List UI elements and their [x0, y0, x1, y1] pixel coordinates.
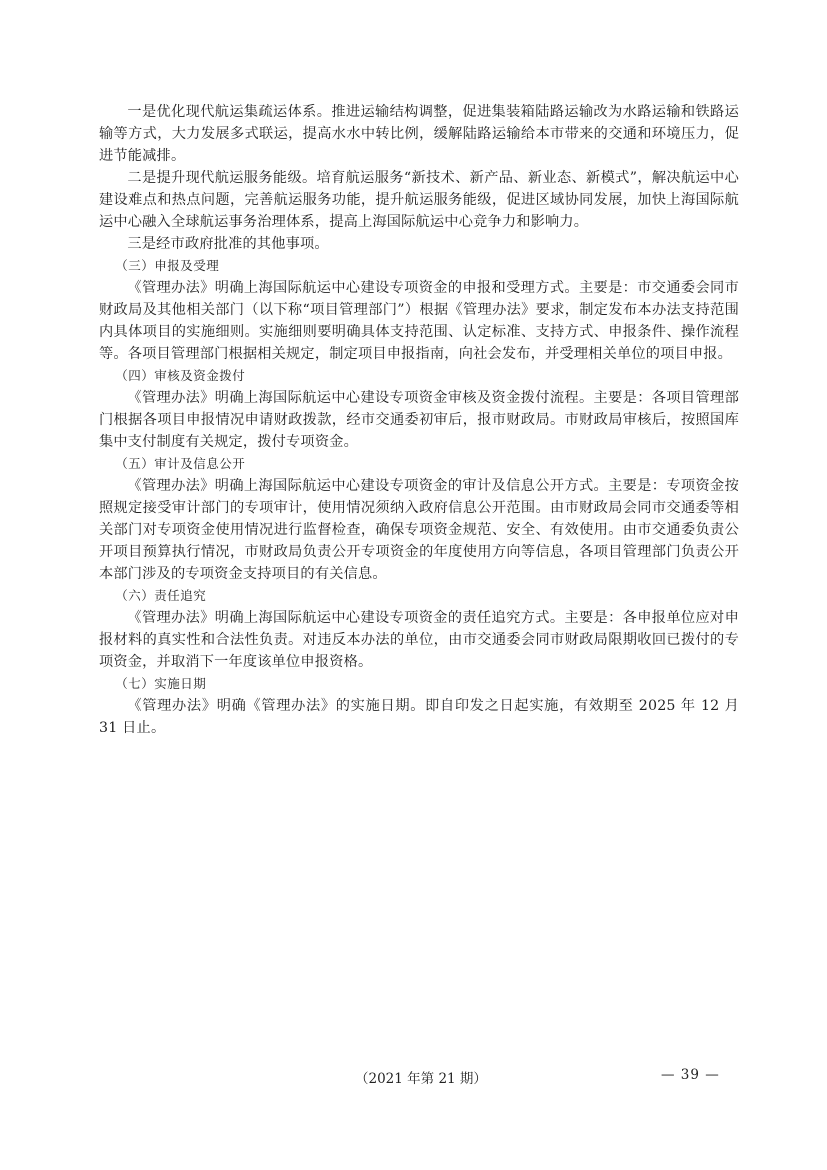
section-heading-application: （三）申报及受理	[115, 258, 220, 273]
paragraph-upgrade-services: 二是提升现代航运服务能级。培育航运服务“新技术、新产品、新业态、新模式”，解决航运中心建设难点和热点问题，完善航运服务功能，提升航运服务能级，促进区域协同发展，加快上海国际航运中心融入全球航运事务治理体系，提高上海国际航运中心竞争力和影响力。	[99, 170, 739, 230]
section-heading-audit-disclosure: （五）审计及信息公开	[115, 456, 246, 471]
page-number: — 39 —	[661, 1067, 720, 1083]
section-heading-effective-date: （七）实施日期	[115, 676, 207, 691]
paragraph-review-funding: 《管理办法》明确上海国际航运中心建设专项资金审核及资金拨付流程。主要是：各项目管理部门根据各项目申报情况申请财政拨款，经市交通委初审后，报市财政局。市财政局审核后，按照国库集中支付制度有关规定，拨付专项资金。	[99, 390, 739, 450]
section-heading-accountability: （六）责任追究	[115, 588, 207, 603]
paragraph-accountability: 《管理办法》明确上海国际航运中心建设专项资金的责任追究方式。主要是：各申报单位应对申报材料的真实性和合法性负责。对违反本办法的单位，由市交通委会同市财政局限期收回已拨付的专项资金，并取消下一年度该单位申报资格。	[99, 610, 739, 670]
document-body	[99, 101, 739, 739]
paragraph-application: 《管理办法》明确上海国际航运中心建设专项资金的申报和受理方式。主要是：市交通委会同市财政局及其他相关部门（以下称“项目管理部门”）根据《管理办法》要求，制定发布本办法支持范围内具体项目的实施细则。实施细则要明确具体支持范围、认定标准、支持方式、申报条件、操作流程等。各项目管理部门根据相关规定，制定项目申报指南，向社会发布，并受理相关单位的项目申报。	[99, 280, 739, 362]
paragraph-other-matters: 三是经市政府批准的其他事项。	[127, 236, 329, 252]
issue-number: （2021 年第 21 期）	[355, 1071, 487, 1087]
section-heading-review-funding: （四）审核及资金拨付	[115, 368, 246, 383]
paragraph-audit-disclosure: 《管理办法》明确上海国际航运中心建设专项资金的审计及信息公开方式。主要是：专项资金按照规定接受审计部门的专项审计，使用情况须纳入政府信息公开范围。由市财政局会同市交通委等相关部门对专项资金使用情况进行监督检查，确保专项资金规范、安全、有效使用。由市交通委负责公开项目预算执行情况，市财政局负责公开专项资金的年度使用方向等信息，各项目管理部门负责公开本部门涉及的专项资金支持项目的有关信息。	[99, 478, 739, 582]
paragraph-optimize-shipping: 一是优化现代航运集疏运体系。推进运输结构调整，促进集装箱陆路运输改为水路运输和铁路运输等方式，大力发展多式联运，提高水水中转比例，缓解陆路运输给本市带来的交通和环境压力，促进节能减排。	[99, 104, 739, 164]
paragraph-effective-date: 《管理办法》明确《管理办法》的实施日期。即自印发之日起实施，有效期至 2025 年 12 月 31 日止。	[99, 698, 739, 736]
